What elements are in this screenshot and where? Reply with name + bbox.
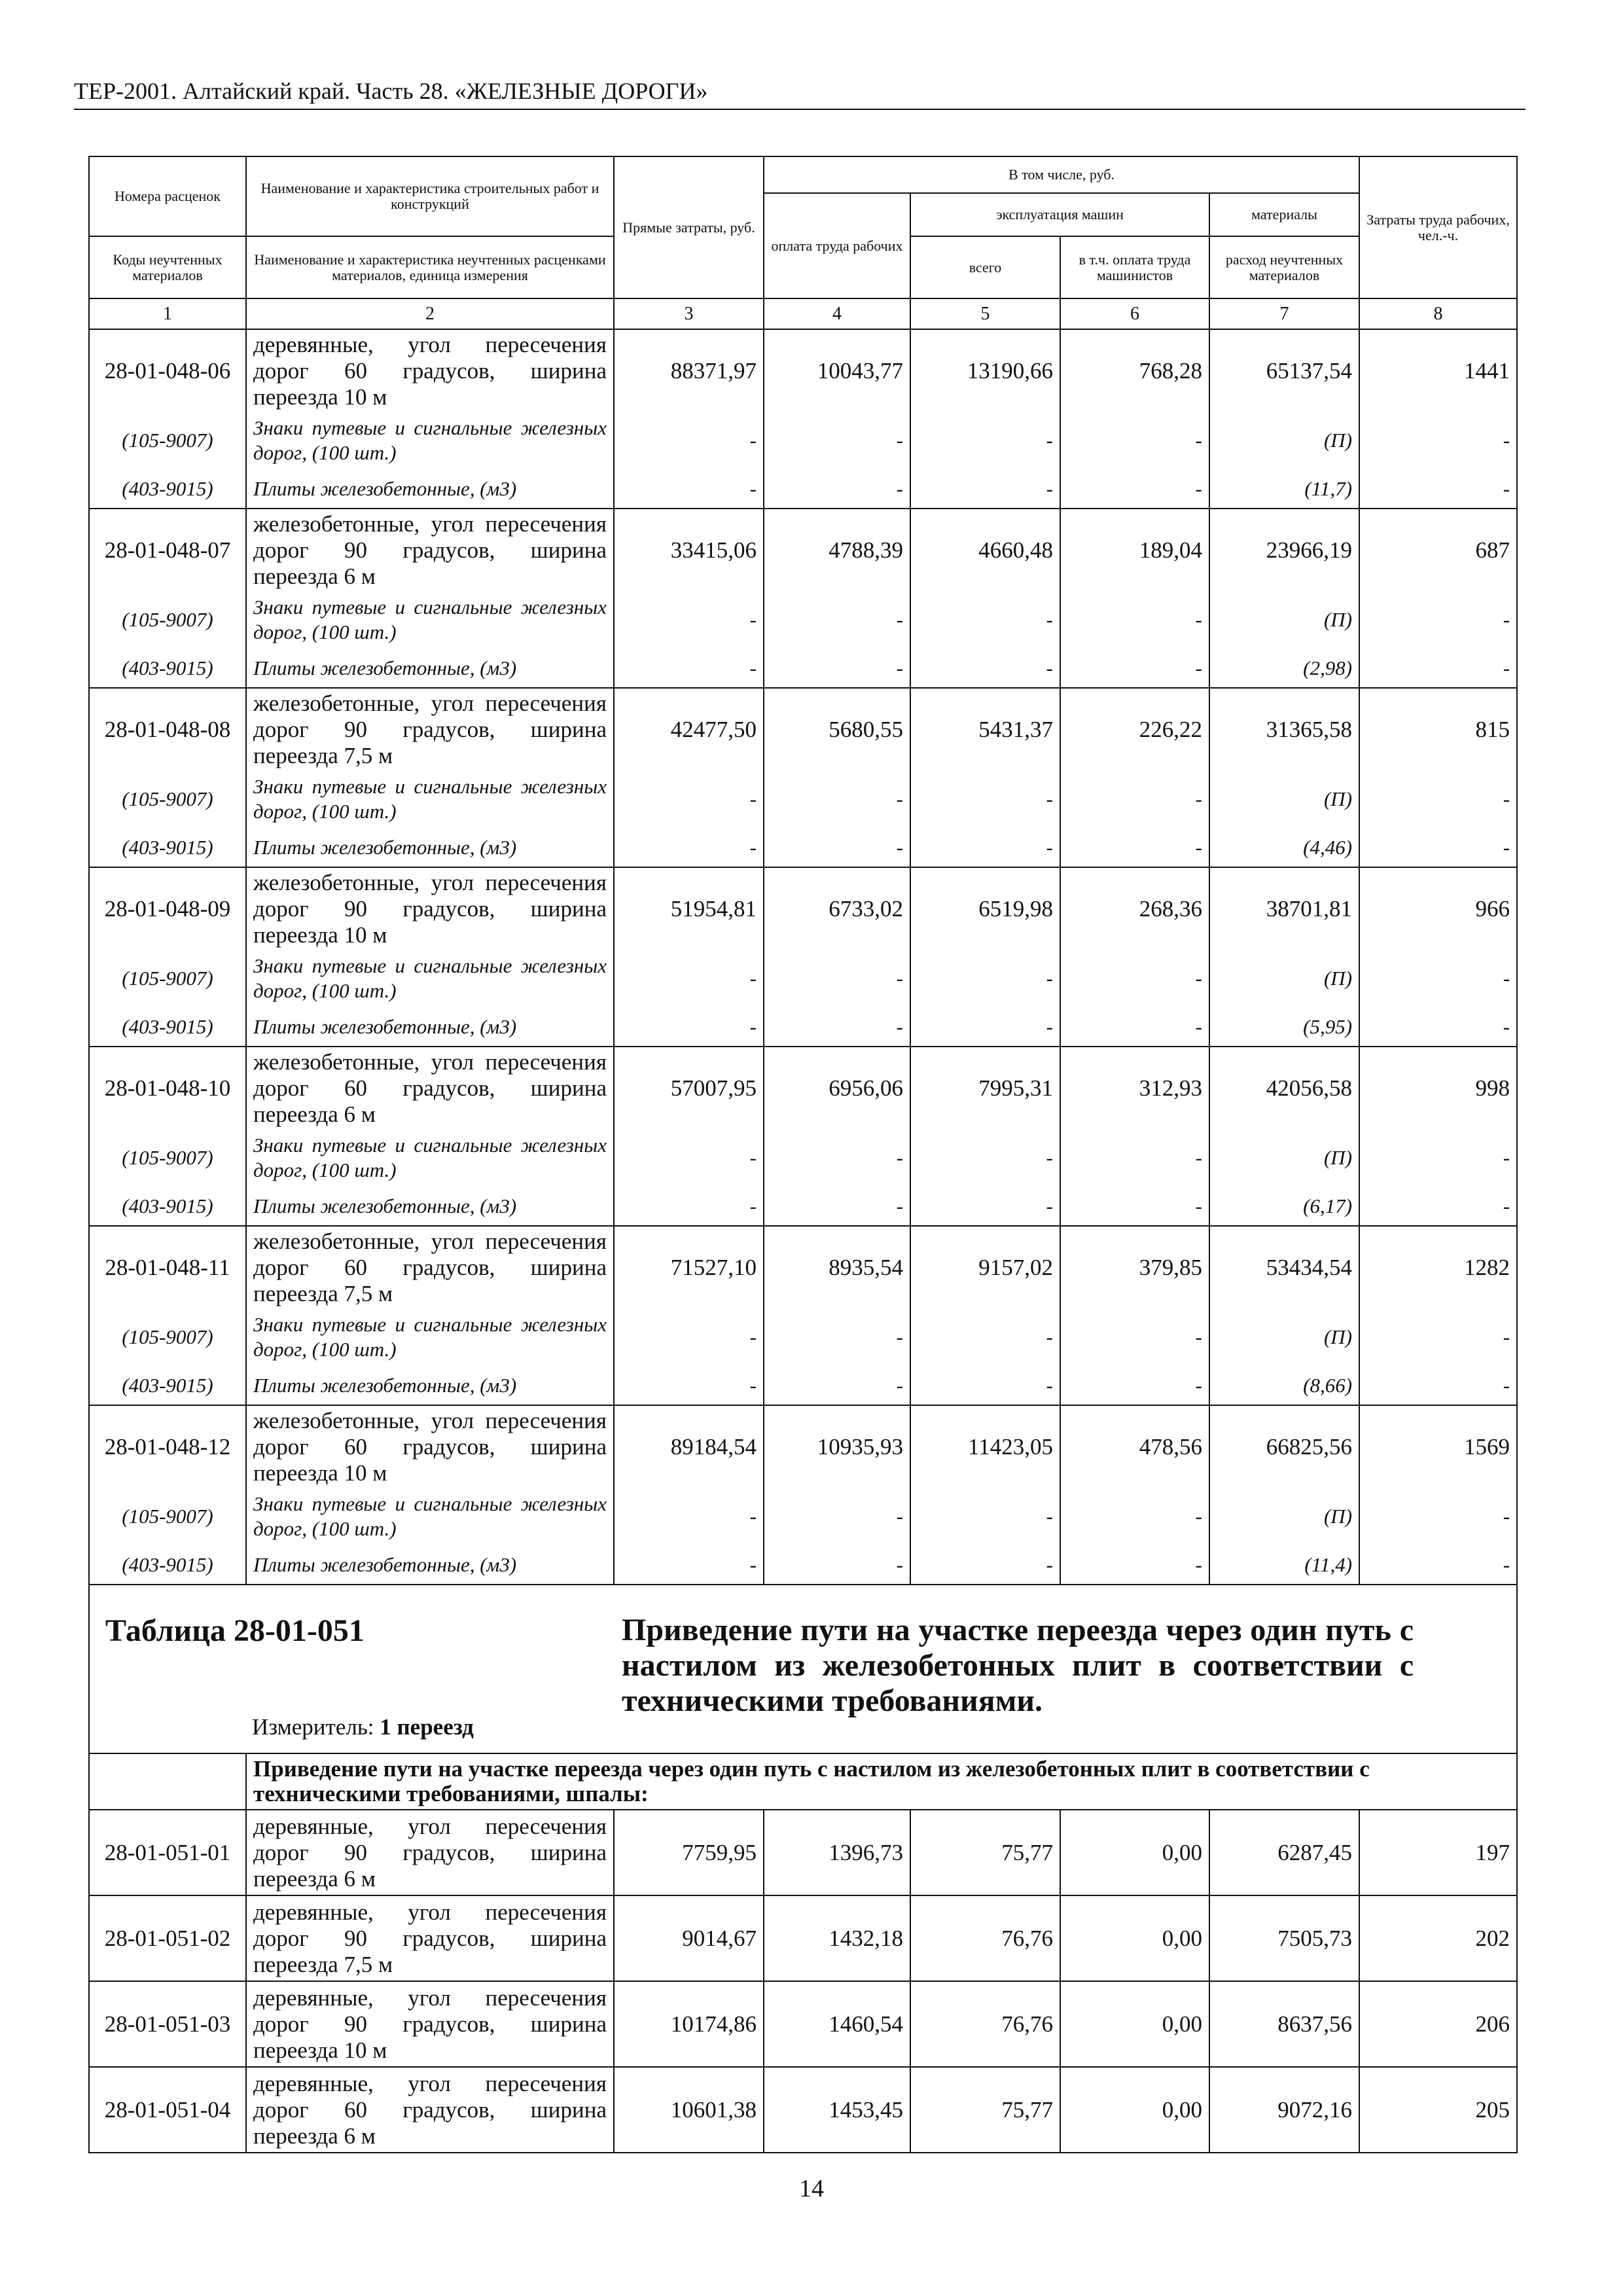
col-number: 4: [764, 298, 910, 329]
operator-wages-cell: -: [1060, 950, 1209, 1007]
materials-cell: (П): [1209, 591, 1359, 649]
labor-hours-cell: 197: [1359, 1810, 1517, 1895]
direct-costs-cell: -: [614, 1007, 764, 1047]
col-head-work-name: Наименование и характеристика строительных работ и конструкций: [246, 156, 614, 236]
material-code-cell: (403-9015): [89, 1545, 246, 1585]
wages-cell: -: [764, 591, 910, 649]
labor-hours-cell: 1282: [1359, 1226, 1517, 1308]
operator-wages-cell: 189,04: [1060, 509, 1209, 591]
operator-wages-cell: -: [1060, 1366, 1209, 1405]
operator-wages-cell: 379,85: [1060, 1226, 1209, 1308]
direct-costs-cell: 57007,95: [614, 1047, 764, 1129]
labor-hours-cell: -: [1359, 1488, 1517, 1545]
machines-total-cell: 4660,48: [910, 509, 1060, 591]
machines-total-cell: 13190,66: [910, 329, 1060, 412]
labor-hours-cell: 815: [1359, 688, 1517, 770]
machines-total-cell: 76,76: [910, 1895, 1060, 1981]
materials-cell: (П): [1209, 1129, 1359, 1187]
direct-costs-cell: -: [614, 649, 764, 688]
wages-cell: 6733,02: [764, 867, 910, 950]
direct-costs-cell: -: [614, 469, 764, 509]
machines-total-cell: -: [910, 469, 1060, 509]
operator-wages-cell: -: [1060, 1545, 1209, 1585]
wages-cell: 10043,77: [764, 329, 910, 412]
machines-total-cell: -: [910, 828, 1060, 867]
labor-hours-cell: -: [1359, 1007, 1517, 1047]
rate-code-cell: 28-01-051-03: [89, 1981, 246, 2067]
material-code-cell: (105-9007): [89, 950, 246, 1007]
wages-cell: -: [764, 1545, 910, 1585]
table-row: [89, 1810, 1517, 1895]
operator-wages-cell: -: [1060, 1488, 1209, 1545]
material-code-cell: (403-9015): [89, 469, 246, 509]
operator-wages-cell: -: [1060, 828, 1209, 867]
material-code-cell: (105-9007): [89, 1308, 246, 1366]
col-head-materials: материалы: [1209, 193, 1359, 236]
machines-total-cell: 6519,98: [910, 867, 1060, 950]
direct-costs-cell: 42477,50: [614, 688, 764, 770]
table-number: Таблица 28-01-051: [105, 1613, 365, 1648]
material-code-cell: (403-9015): [89, 828, 246, 867]
wages-cell: -: [764, 1129, 910, 1187]
labor-hours-cell: -: [1359, 1366, 1517, 1405]
machines-total-cell: -: [910, 770, 1060, 828]
materials-cell: 42056,58: [1209, 1047, 1359, 1129]
materials-cell: (П): [1209, 1308, 1359, 1366]
material-row: [89, 950, 1517, 1007]
machines-total-cell: -: [910, 950, 1060, 1007]
materials-cell: 23966,19: [1209, 509, 1359, 591]
wages-cell: -: [764, 469, 910, 509]
operator-wages-cell: 768,28: [1060, 329, 1209, 412]
labor-hours-cell: 1441: [1359, 329, 1517, 412]
wages-cell: 4788,39: [764, 509, 910, 591]
material-code-cell: (403-9015): [89, 1366, 246, 1405]
labor-hours-cell: 998: [1359, 1047, 1517, 1129]
direct-costs-cell: -: [614, 950, 764, 1007]
wages-cell: 10935,93: [764, 1405, 910, 1488]
labor-hours-cell: 966: [1359, 867, 1517, 950]
direct-costs-cell: 51954,81: [614, 867, 764, 950]
material-description-cell: Плиты железобетонные, (м3): [246, 1007, 614, 1047]
labor-hours-cell: -: [1359, 770, 1517, 828]
material-row: [89, 1488, 1517, 1545]
operator-wages-cell: -: [1060, 1308, 1209, 1366]
rate-code-cell: 28-01-048-11: [89, 1226, 246, 1308]
machines-total-cell: 9157,02: [910, 1226, 1060, 1308]
machines-total-cell: -: [910, 1308, 1060, 1366]
operator-wages-cell: -: [1060, 1129, 1209, 1187]
col-head-machines-total: всего: [910, 236, 1060, 298]
rate-code-cell: 28-01-048-08: [89, 688, 246, 770]
operator-wages-cell: 226,22: [1060, 688, 1209, 770]
materials-cell: (11,7): [1209, 469, 1359, 509]
description-cell: железобетонные, угол пересечения дорог 90 градусов, ширина переезда 6 м: [246, 509, 614, 591]
materials-cell: (П): [1209, 950, 1359, 1007]
material-code-cell: (403-9015): [89, 1007, 246, 1047]
materials-cell: 6287,45: [1209, 1810, 1359, 1895]
wages-cell: 8935,54: [764, 1226, 910, 1308]
wages-cell: 1460,54: [764, 1981, 910, 2067]
operator-wages-cell: 268,36: [1060, 867, 1209, 950]
col-head-machines: эксплуатация машин: [910, 193, 1209, 236]
machines-total-cell: 7995,31: [910, 1047, 1060, 1129]
materials-cell: 8637,56: [1209, 1981, 1359, 2067]
wages-cell: 6956,06: [764, 1047, 910, 1129]
direct-costs-cell: 88371,97: [614, 329, 764, 412]
wages-cell: -: [764, 1308, 910, 1366]
material-row: [89, 1007, 1517, 1047]
operator-wages-cell: -: [1060, 649, 1209, 688]
materials-cell: 38701,81: [1209, 867, 1359, 950]
operator-wages-cell: 0,00: [1060, 2067, 1209, 2153]
operator-wages-cell: 0,00: [1060, 1895, 1209, 1981]
machines-total-cell: -: [910, 1129, 1060, 1187]
col-head-labor: Затраты труда рабочих, чел.-ч.: [1359, 156, 1517, 298]
col-number: 6: [1060, 298, 1209, 329]
machines-total-cell: -: [910, 591, 1060, 649]
direct-costs-cell: -: [614, 1308, 764, 1366]
material-description-cell: Знаки путевые и сигнальные железных дорог, (100 шт.): [246, 412, 614, 469]
col-number: 2: [246, 298, 614, 329]
material-row: [89, 1366, 1517, 1405]
materials-cell: 9072,16: [1209, 2067, 1359, 2153]
table-row: [89, 509, 1517, 591]
rates-table: [88, 156, 1518, 2153]
operator-wages-cell: -: [1060, 591, 1209, 649]
materials-cell: (П): [1209, 1488, 1359, 1545]
materials-cell: (11,4): [1209, 1545, 1359, 1585]
description-cell: железобетонные, угол пересечения дорог 60 градусов, ширина переезда 7,5 м: [246, 1226, 614, 1308]
material-row: [89, 649, 1517, 688]
operator-wages-cell: 0,00: [1060, 1981, 1209, 2067]
material-description-cell: Плиты железобетонные, (м3): [246, 1366, 614, 1405]
material-description-cell: Знаки путевые и сигнальные железных дорог, (100 шт.): [246, 1129, 614, 1187]
materials-cell: (6,17): [1209, 1187, 1359, 1226]
direct-costs-cell: -: [614, 412, 764, 469]
materials-cell: 7505,73: [1209, 1895, 1359, 1981]
col-number: 5: [910, 298, 1060, 329]
machines-total-cell: 5431,37: [910, 688, 1060, 770]
labor-hours-cell: -: [1359, 591, 1517, 649]
material-code-cell: (105-9007): [89, 591, 246, 649]
description-cell: железобетонные, угол пересечения дорог 90 градусов, ширина переезда 7,5 м: [246, 688, 614, 770]
page-number: 14: [799, 2175, 824, 2202]
table-title: Приведение пути на участке переезда через один путь с настилом из железобетонных плит в соответствии с техническими требованиями.: [622, 1613, 1414, 1718]
table-row: [89, 1047, 1517, 1129]
material-description-cell: Плиты железобетонные, (м3): [246, 1187, 614, 1226]
wages-cell: -: [764, 1366, 910, 1405]
direct-costs-cell: 7759,95: [614, 1810, 764, 1895]
machines-total-cell: -: [910, 1366, 1060, 1405]
col-head-direct-costs: Прямые затраты, руб.: [614, 156, 764, 298]
rate-code-cell: 28-01-048-06: [89, 329, 246, 412]
material-code-cell: (105-9007): [89, 412, 246, 469]
col-head-operator-wages: в т.ч. оплата труда машинистов: [1060, 236, 1209, 298]
machines-total-cell: 11423,05: [910, 1405, 1060, 1488]
direct-costs-cell: -: [614, 1129, 764, 1187]
labor-hours-cell: -: [1359, 649, 1517, 688]
machines-total-cell: -: [910, 412, 1060, 469]
material-row: [89, 591, 1517, 649]
machines-total-cell: 76,76: [910, 1981, 1060, 2067]
table-unit: Измеритель: 1 переезд: [252, 1714, 474, 1740]
material-code-cell: (105-9007): [89, 1129, 246, 1187]
operator-wages-cell: -: [1060, 412, 1209, 469]
section-code-blank: [89, 1753, 246, 1810]
material-code-cell: (403-9015): [89, 1187, 246, 1226]
col-head-wages: оплата труда рабочих: [764, 193, 910, 298]
description-cell: деревянные, угол пересечения дорог 60 градусов, ширина переезда 6 м: [246, 2067, 614, 2153]
material-description-cell: Знаки путевые и сигнальные железных дорог, (100 шт.): [246, 1308, 614, 1366]
wages-cell: -: [764, 828, 910, 867]
wages-cell: -: [764, 1187, 910, 1226]
wages-cell: -: [764, 950, 910, 1007]
labor-hours-cell: -: [1359, 1129, 1517, 1187]
direct-costs-cell: -: [614, 770, 764, 828]
rate-code-cell: 28-01-051-04: [89, 2067, 246, 2153]
col-number: 1: [89, 298, 246, 329]
labor-hours-cell: -: [1359, 1545, 1517, 1585]
materials-cell: 65137,54: [1209, 329, 1359, 412]
col-head-rate-number: Номера расценок: [89, 156, 246, 236]
material-row: [89, 469, 1517, 509]
direct-costs-cell: 89184,54: [614, 1405, 764, 1488]
labor-hours-cell: 202: [1359, 1895, 1517, 1981]
materials-cell: 53434,54: [1209, 1226, 1359, 1308]
description-cell: железобетонные, угол пересечения дорог 90 градусов, ширина переезда 10 м: [246, 867, 614, 950]
col-head-material-names: Наименование и характеристика неучтенных расценками материалов, единица измерения: [246, 236, 614, 298]
material-description-cell: Плиты железобетонные, (м3): [246, 1545, 614, 1585]
direct-costs-cell: -: [614, 1545, 764, 1585]
col-number: 8: [1359, 298, 1517, 329]
description-cell: железобетонные, угол пересечения дорог 60 градусов, ширина переезда 6 м: [246, 1047, 614, 1129]
direct-costs-cell: -: [614, 1366, 764, 1405]
table-row: [89, 1405, 1517, 1488]
material-row: [89, 770, 1517, 828]
direct-costs-cell: 33415,06: [614, 509, 764, 591]
operator-wages-cell: 312,93: [1060, 1047, 1209, 1129]
materials-cell: (5,95): [1209, 1007, 1359, 1047]
labor-hours-cell: -: [1359, 1308, 1517, 1366]
material-code-cell: (105-9007): [89, 1488, 246, 1545]
materials-cell: 66825,56: [1209, 1405, 1359, 1488]
material-description-cell: Знаки путевые и сигнальные железных дорог, (100 шт.): [246, 950, 614, 1007]
operator-wages-cell: -: [1060, 1007, 1209, 1047]
materials-cell: (П): [1209, 412, 1359, 469]
operator-wages-cell: -: [1060, 770, 1209, 828]
materials-cell: (П): [1209, 770, 1359, 828]
operator-wages-cell: 478,56: [1060, 1405, 1209, 1488]
rate-code-cell: 28-01-048-09: [89, 867, 246, 950]
wages-cell: -: [764, 1488, 910, 1545]
materials-cell: (4,46): [1209, 828, 1359, 867]
wages-cell: -: [764, 649, 910, 688]
direct-costs-cell: 71527,10: [614, 1226, 764, 1308]
col-head-material-codes: Коды неучтенных материалов: [89, 236, 246, 298]
description-cell: деревянные, угол пересечения дорог 90 градусов, ширина переезда 7,5 м: [246, 1895, 614, 1981]
material-description-cell: Знаки путевые и сигнальные железных дорог, (100 шт.): [246, 770, 614, 828]
rate-code-cell: 28-01-048-12: [89, 1405, 246, 1488]
operator-wages-cell: 0,00: [1060, 1810, 1209, 1895]
table-row: [89, 1895, 1517, 1981]
material-description-cell: Плиты железобетонные, (м3): [246, 828, 614, 867]
direct-costs-cell: 10601,38: [614, 2067, 764, 2153]
direct-costs-cell: -: [614, 1488, 764, 1545]
direct-costs-cell: -: [614, 1187, 764, 1226]
machines-total-cell: -: [910, 1007, 1060, 1047]
col-number: 7: [1209, 298, 1359, 329]
material-description-cell: Знаки путевые и сигнальные железных дорог, (100 шт.): [246, 1488, 614, 1545]
wages-cell: 1453,45: [764, 2067, 910, 2153]
table-28-01-051-heading: [89, 1585, 1517, 1753]
direct-costs-cell: 9014,67: [614, 1895, 764, 1981]
col-head-material-consumption: расход неучтенных материалов: [1209, 236, 1359, 298]
material-description-cell: Плиты железобетонные, (м3): [246, 649, 614, 688]
table-row: [89, 2067, 1517, 2153]
description-cell: железобетонные, угол пересечения дорог 60 градусов, ширина переезда 10 м: [246, 1405, 614, 1488]
labor-hours-cell: 1569: [1359, 1405, 1517, 1488]
description-cell: деревянные, угол пересечения дорог 90 градусов, ширина переезда 6 м: [246, 1810, 614, 1895]
table-row: [89, 329, 1517, 412]
rate-code-cell: 28-01-051-02: [89, 1895, 246, 1981]
table-row: [89, 688, 1517, 770]
machines-total-cell: -: [910, 1545, 1060, 1585]
rate-code-cell: 28-01-051-01: [89, 1810, 246, 1895]
material-description-cell: Знаки путевые и сигнальные железных дорог, (100 шт.): [246, 591, 614, 649]
table-row: [89, 867, 1517, 950]
wages-cell: -: [764, 412, 910, 469]
machines-total-cell: -: [910, 649, 1060, 688]
materials-cell: (2,98): [1209, 649, 1359, 688]
wages-cell: 1432,18: [764, 1895, 910, 1981]
machines-total-cell: 75,77: [910, 1810, 1060, 1895]
material-row: [89, 412, 1517, 469]
direct-costs-cell: -: [614, 591, 764, 649]
direct-costs-cell: 10174,86: [614, 1981, 764, 2067]
materials-cell: (8,66): [1209, 1366, 1359, 1405]
rate-code-cell: 28-01-048-07: [89, 509, 246, 591]
material-code-cell: (105-9007): [89, 770, 246, 828]
wages-cell: 5680,55: [764, 688, 910, 770]
page-header: ТЕР-2001. Алтайский край. Часть 28. «ЖЕЛЕЗНЫЕ ДОРОГИ»: [74, 73, 1525, 110]
operator-wages-cell: -: [1060, 1187, 1209, 1226]
labor-hours-cell: -: [1359, 950, 1517, 1007]
wages-cell: -: [764, 770, 910, 828]
material-row: [89, 1129, 1517, 1187]
operator-wages-cell: -: [1060, 469, 1209, 509]
labor-hours-cell: 206: [1359, 1981, 1517, 2067]
table-row: [89, 1981, 1517, 2067]
wages-cell: -: [764, 1007, 910, 1047]
direct-costs-cell: -: [614, 828, 764, 867]
material-row: [89, 1308, 1517, 1366]
labor-hours-cell: 205: [1359, 2067, 1517, 2153]
section-heading: Приведение пути на участке переезда через один путь с настилом из железобетонных плит в соответствии с техническими требованиями, шпалы:: [246, 1753, 1517, 1810]
material-row: [89, 828, 1517, 867]
machines-total-cell: -: [910, 1488, 1060, 1545]
machines-total-cell: -: [910, 1187, 1060, 1226]
materials-cell: 31365,58: [1209, 688, 1359, 770]
labor-hours-cell: -: [1359, 412, 1517, 469]
rate-code-cell: 28-01-048-10: [89, 1047, 246, 1129]
col-head-group: В том числе, руб.: [764, 156, 1359, 193]
table-row: [89, 1226, 1517, 1308]
material-row: [89, 1545, 1517, 1585]
labor-hours-cell: -: [1359, 828, 1517, 867]
material-code-cell: (403-9015): [89, 649, 246, 688]
material-row: [89, 1187, 1517, 1226]
description-cell: деревянные, угол пересечения дорог 90 градусов, ширина переезда 10 м: [246, 1981, 614, 2067]
machines-total-cell: 75,77: [910, 2067, 1060, 2153]
description-cell: деревянные, угол пересечения дорог 60 градусов, ширина переезда 10 м: [246, 329, 614, 412]
labor-hours-cell: 687: [1359, 509, 1517, 591]
labor-hours-cell: -: [1359, 469, 1517, 509]
col-number: 3: [614, 298, 764, 329]
wages-cell: 1396,73: [764, 1810, 910, 1895]
material-description-cell: Плиты железобетонные, (м3): [246, 469, 614, 509]
labor-hours-cell: -: [1359, 1187, 1517, 1226]
